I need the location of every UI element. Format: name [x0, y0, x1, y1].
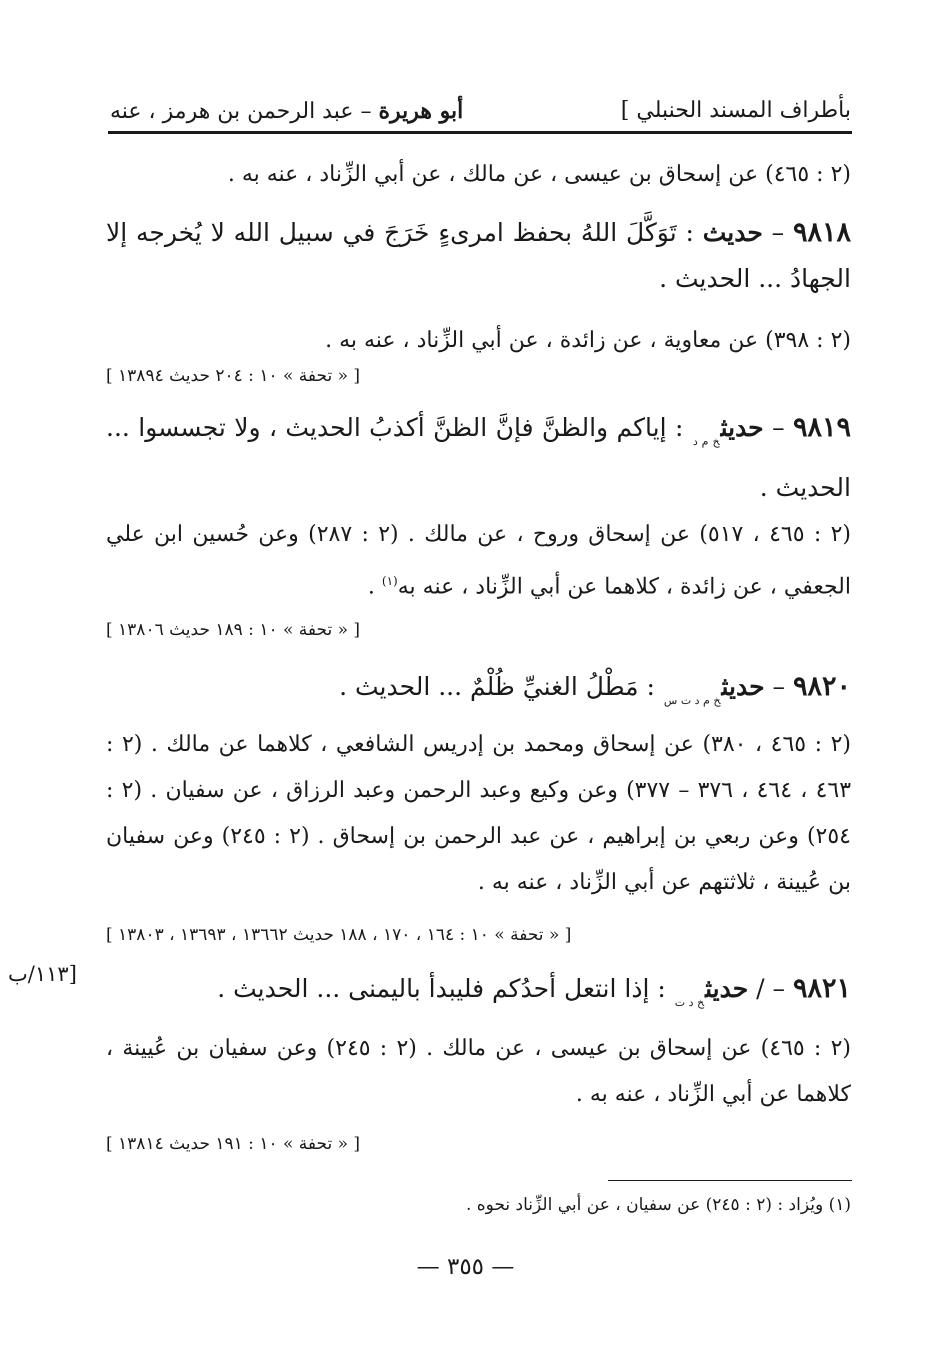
hadith-number: ٩٨٢١	[792, 973, 851, 1004]
tuhfa-reference: [ « تحفة » ١٠ : ١٨٩ حديث ١٣٨٠٦ ]	[106, 620, 361, 640]
hadith-keyword: حديث	[702, 218, 763, 247]
tuhfa-reference: [ « تحفة » ١٠ : ١٦٤ ، ١٧٠ ، ١٨٨ حديث ١٣٦٦٢ ، ١٣٦٩٣ ، ١٣٨٠٣ ]	[106, 925, 572, 945]
hadith-keyword: حديث	[720, 413, 764, 442]
tuhfa-reference: [ « تحفة » ١٠ : ١٩١ حديث ١٣٨١٤ ]	[106, 1134, 361, 1154]
folio-slash: /	[748, 974, 773, 1003]
footnote-marker: (١)	[381, 574, 398, 588]
source-line: (٢ : ٤٦٥) عن إسحاق بن عيسى ، عن مالك ، عن أبي الزِّناد ، عنه به .	[227, 162, 851, 187]
hadith-9819: ٩٨١٩ – حديث$_{خ م د}$ : إياكم والظنَّ فإنَّ الظنَّ أكذبُ الحديث ، ولا تجسسوا ... الحديث .	[106, 412, 851, 502]
manuscript-folio-marker: [١١٣/ب	[8, 962, 77, 986]
hadith-sigla: خ د ت	[674, 996, 705, 1009]
hadith-text: : إذا انتعل أحدُكم فليبدأ باليمنى ... الحديث .	[217, 974, 674, 1003]
hadith-9821: ٩٨٢١ – / حديث$_{خ د ت}$ : إذا انتعل أحدُكم فليبدأ باليمنى ... الحديث .	[217, 973, 851, 1009]
header-rule	[108, 131, 852, 134]
source-line	[106, 512, 851, 610]
source-text-end: .	[367, 574, 382, 600]
source-line: (٢ : ٣٩٨) عن معاوية ، عن زائدة ، عن أبي الزِّناد ، عنه به .	[325, 328, 851, 353]
hadith-text: : إياكم والظنَّ فإنَّ الظنَّ أكذبُ الحديث ، ولا تجسسوا ... الحديث .	[106, 413, 851, 502]
footnote-rule	[608, 1180, 852, 1181]
hadith-sigla: خ م د	[692, 435, 720, 448]
source-text: (٢ : ٤٦٥ ، ٥١٧) عن إسحاق وروح ، عن مالك . (٢ : ٢٨٧) وعن حُسين ابن علي الجعفي ، عن زائدة ، كلاهما عن أبي الزِّناد ، عنه به	[106, 522, 851, 600]
hadith-sigla: خ م د ت س	[663, 694, 721, 707]
section-narrator: أبو هريرة	[378, 98, 464, 124]
hadith-keyword: حديث	[721, 672, 765, 701]
tuhfa-reference: [ « تحفة » ١٠ : ٢٠٤ حديث ١٣٨٩٤ ]	[106, 366, 361, 386]
hadith-text: : تَوَكَّلَ اللهُ بحفظ امرىءٍ خَرَجَ في سبيل الله لا يُخرجه إلا الجهادُ ... الحديث .	[106, 218, 851, 293]
running-head-section	[110, 98, 463, 124]
running-head-book-title: بأطراف المسند الحنبلي ]	[620, 98, 851, 123]
hadith-number: ٩٨٢٠	[792, 671, 851, 702]
hadith-text: : مَطْلُ الغنيِّ ظُلْمٌ ... الحديث .	[339, 672, 663, 701]
source-line: (٢ : ٤٦٥) عن إسحاق بن عيسى ، عن مالك . (٢ : ٢٤٥) وعن سفيان بن عُيينة ، كلاهما عن أبي الزِّناد ، عنه به .	[106, 1036, 852, 1107]
hadith-keyword: حديث	[705, 974, 749, 1003]
section-subtitle: – عبد الرحمن بن هرمز ، عنه	[110, 99, 379, 124]
footnote: (١) ويُزاد : (٢ : ٢٤٥) عن سفيان ، عن أبي الزِّناد نحوه .	[465, 1195, 851, 1215]
hadith-number: ٩٨١٩	[792, 412, 851, 443]
hadith-9818: ٩٨١٨ – حديث : تَوَكَّلَ اللهُ بحفظ امرىءٍ خَرَجَ في سبيل الله لا يُخرجه إلا الجهادُ ... الحديث .	[106, 217, 851, 293]
hadith-number: ٩٨١٨	[792, 217, 851, 248]
hadith-9820: ٩٨٢٠ – حديث$_{خ م د ت س}$ : مَطْلُ الغنيِّ ظُلْمٌ ... الحديث .	[339, 671, 851, 707]
source-line: (٢ : ٤٦٥ ، ٣٨٠) عن إسحاق ومحمد بن إدريس الشافعي ، كلاهما عن مالك . (٢ : ٤٦٣ ، ٤٦٤ ، ٣٧٦ – ٣٧٧) وعن وكيع وعبد الرحمن وعبد الرزاق ، عن سفيان . (٢ : ٢٥٤) وعن ربعي بن إبراهيم ، عن عبد الرحمن بن إسحاق . (٢ : ٢٤٥) وعن سفيان بن عُيينة ، ثلاثتهم عن أبي الزِّناد ، عنه به .	[106, 732, 852, 895]
page-number: — ٣٥٥ —	[416, 1254, 515, 1280]
